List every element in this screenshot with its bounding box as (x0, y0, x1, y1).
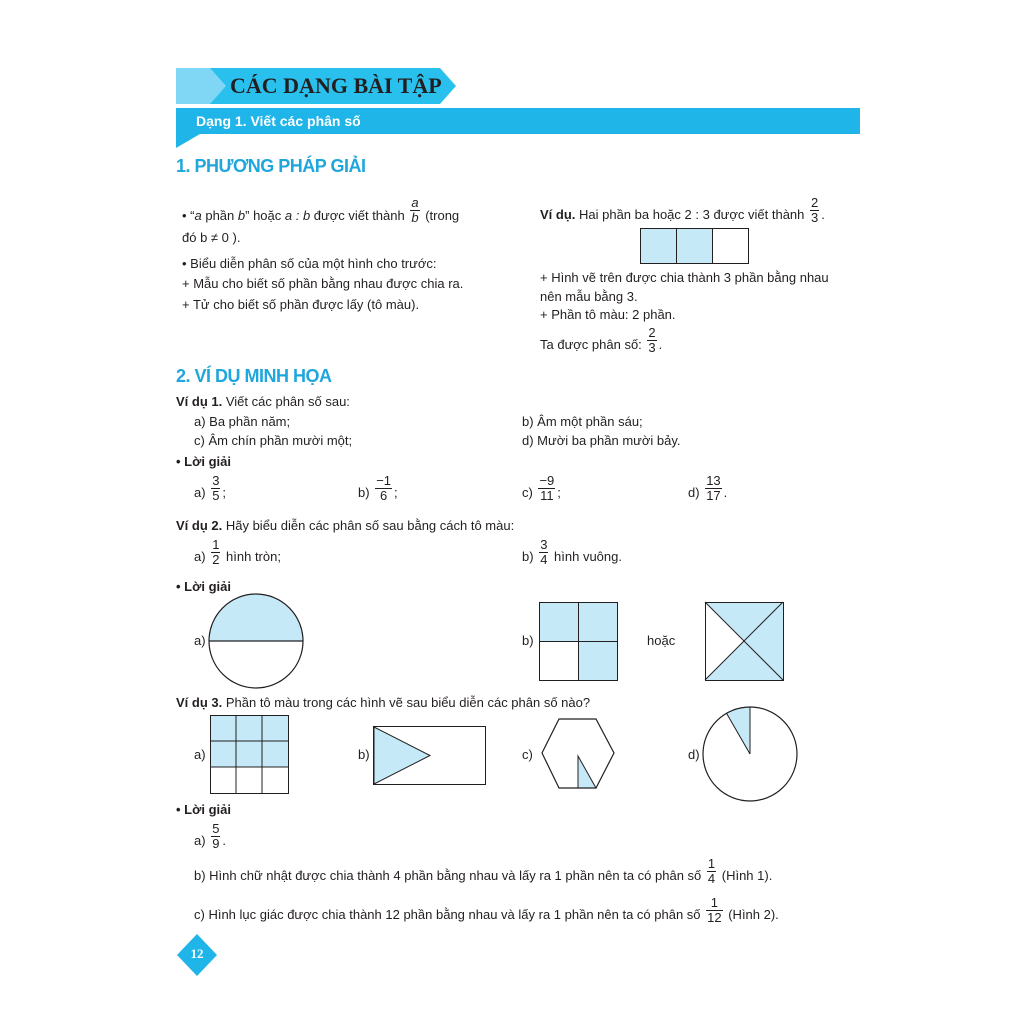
section2-heading: 2. VÍ DỤ MINH HỌA (176, 366, 332, 386)
ex2-fig-b-label: b) (522, 633, 534, 648)
rectangle-triangle-figure (373, 726, 489, 788)
section-subtitle: Dạng 1. Viết các phân số (196, 113, 361, 129)
method-bullet-1-cont: đó b ≠ 0 ). (182, 230, 241, 245)
fraction-two-thirds: $\frac{2}{3}$ (811, 195, 819, 225)
example-line-2: nên mẫu bằng 3. (540, 289, 638, 304)
grid-3x3-figure (210, 715, 292, 797)
ex2-fig-a-label: a) (194, 633, 206, 648)
ex3-solution-label: • Lời giải (176, 802, 231, 817)
fraction-a-b: $\frac{a}{b}$ (411, 195, 419, 226)
method-line-3: + Mẫu cho biết số phần bằng nhau được chia ra. (182, 276, 464, 291)
page-title: CÁC DẠNG BÀI TẬP (230, 73, 442, 98)
ex1-answer-a: a) $\frac{3}{5}$ ; (194, 473, 227, 503)
example-line-3: + Phần tô màu: 2 phần. (540, 307, 676, 322)
page-number: 12 (190, 946, 204, 961)
ex2-title: Ví dụ 2. Hãy biểu diễn các phân số sau bằng cách tô màu: (176, 518, 515, 533)
method-bullet-1: • “a phần b” hoặc a : b được viết thành $\frac{a}{b}$ (trong (182, 195, 460, 226)
method-bullet-2: • Biểu diễn phân số của một hình cho trước: (182, 256, 437, 271)
example-intro: Ví dụ. Hai phần ba hoặc 2 : 3 được viết thành $\frac{2}{3}$ . (540, 195, 825, 225)
ex3-answer-a: a) $\frac{5}{9}$ . (194, 821, 227, 851)
ex1-c: c) Âm chín phần mười một; (194, 433, 353, 448)
ex3-fig-b-label: b) (358, 747, 370, 762)
ex1-answer-c: c) $\frac{-9}{11}$ ; (522, 473, 561, 503)
ex1-b: b) Âm một phần sáu; (522, 414, 643, 429)
thirds-bar-figure (640, 228, 770, 268)
ex3-answer-b: b) Hình chữ nhật được chia thành 4 phần bằng nhau và lấy ra 1 phần nên ta có phân số $\frac{1}{4}$ (Hình 1). (194, 856, 773, 886)
method-line-4: + Tử cho biết số phần được lấy (tô màu). (182, 297, 420, 312)
ex1-a: a) Ba phần năm; (194, 414, 291, 429)
hexagon-figure (541, 718, 621, 790)
or-label: hoặc (647, 633, 676, 648)
ex1-solution-label: • Lời giải (176, 454, 231, 469)
section1-heading: 1. PHƯƠNG PHÁP GIẢI (176, 156, 366, 176)
half-circle-figure (206, 595, 306, 695)
ex1-d: d) Mười ba phần mười bảy. (522, 433, 681, 448)
ex3-fig-d-label: d) (688, 747, 700, 762)
ex2-solution-label: • Lời giải (176, 579, 231, 594)
ex2-a: a) $\frac{1}{2}$ hình tròn; (194, 537, 281, 567)
ex3-fig-a-label: a) (194, 747, 206, 762)
circle-sector-figure (704, 707, 800, 803)
example-line-4: Ta được phân số: $\frac{2}{3}$ . (540, 325, 663, 355)
ex1-answer-b: b) $\frac{-1}{6}$ ; (358, 473, 398, 503)
square-diagonal-figure (705, 602, 787, 684)
example-line-1: + Hình vẽ trên được chia thành 3 phần bằng nhau (540, 270, 829, 285)
ex2-b: b) $\frac{3}{4}$ hình vuông. (522, 537, 622, 567)
ex3-answer-c: c) Hình lục giác được chia thành 12 phần bằng nhau và lấy ra 1 phần nên ta có phân số $\frac{1}{12}$ (Hình 2). (194, 895, 779, 925)
ex1-title: Ví dụ 1. Viết các phân số sau: (176, 394, 350, 409)
header-banner (0, 0, 1024, 140)
square-quarters-figure (539, 602, 621, 684)
ex3-title: Ví dụ 3. Phần tô màu trong các hình vẽ sau biểu diễn các phân số nào? (176, 695, 591, 710)
ex3-fig-c-label: c) (522, 747, 533, 762)
ex1-answer-d: d) $\frac{13}{17}$ . (688, 473, 728, 503)
